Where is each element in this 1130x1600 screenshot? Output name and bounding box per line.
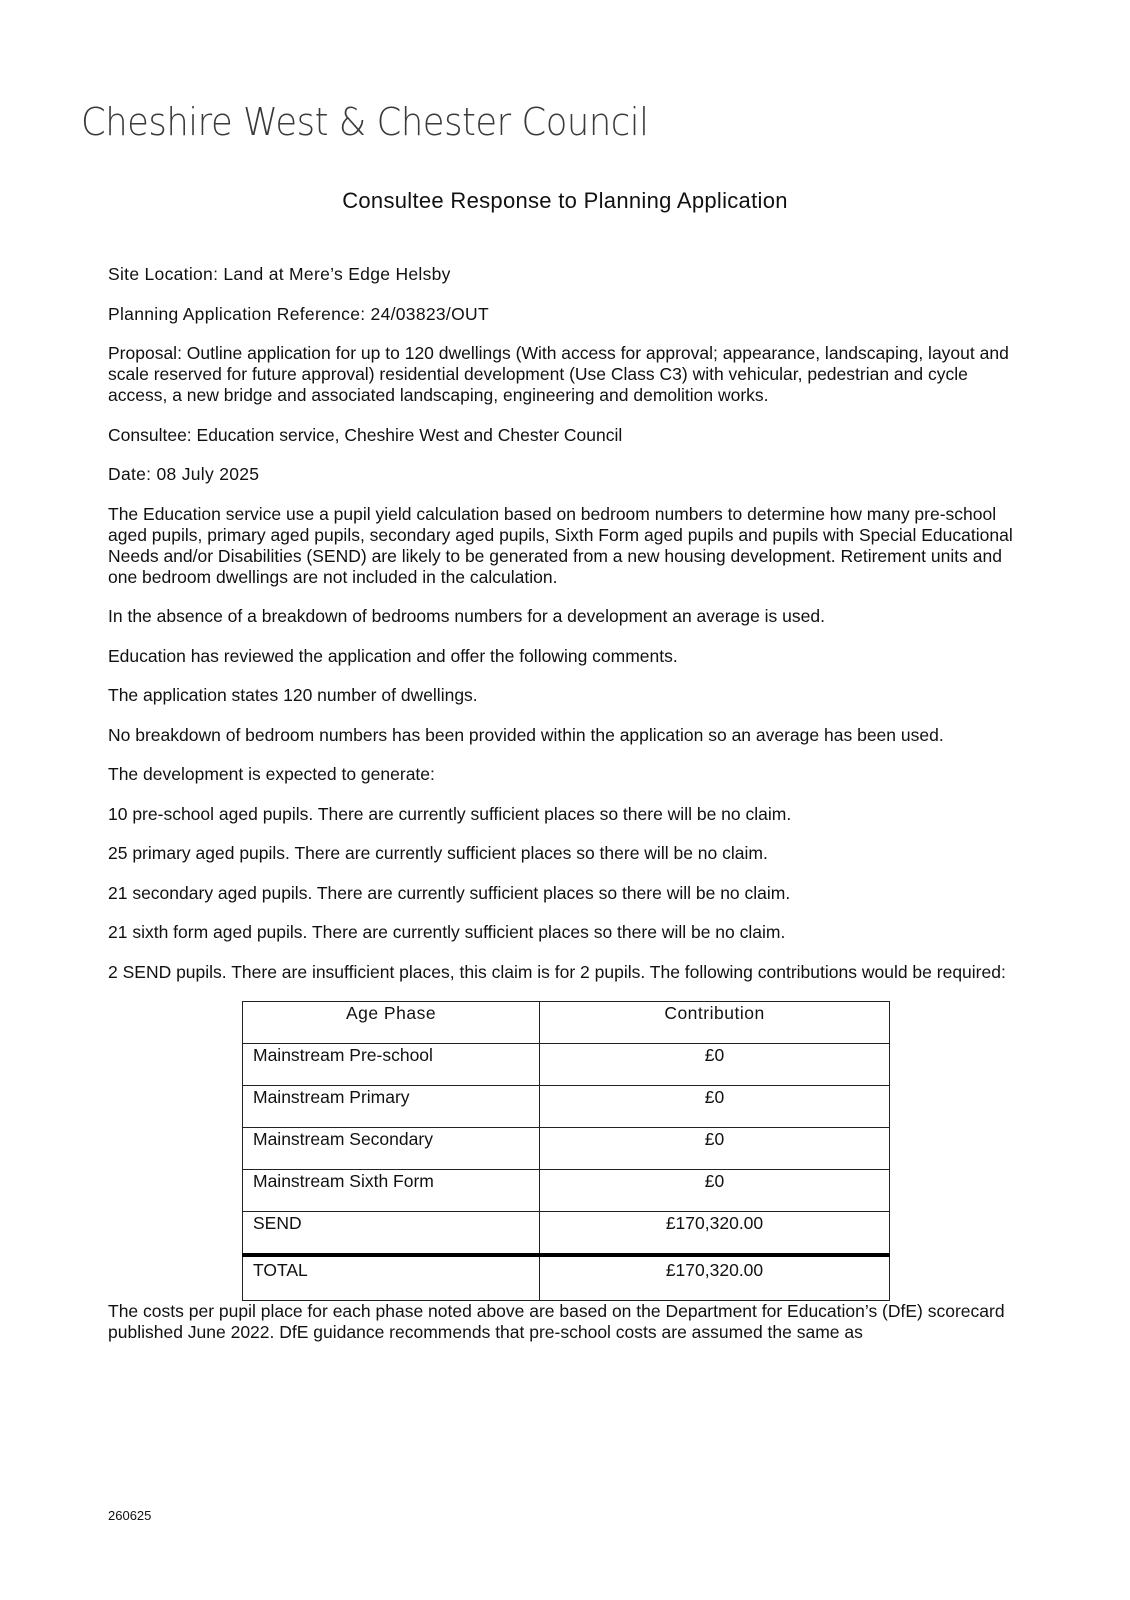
costs-paragraph: The costs per pupil place for each phase noted above are based on the Department for Education’s (DfE) scorecard published June 2022. DfE guidance recommends that pre-school costs are assumed the same as — [108, 1301, 1005, 1342]
site-location: Site Location: Land at Mere’s Edge Helsby — [108, 264, 451, 284]
table-row — [243, 1170, 890, 1212]
average-paragraph: In the absence of a breakdown of bedrooms numbers for a development an average is used. — [108, 606, 825, 626]
council-logo: Cheshire West & Chester Council — [81, 100, 649, 144]
age-phase-cell: Mainstream Secondary — [243, 1128, 540, 1170]
proposal: Proposal: Outline application for up to 120 dwellings (With access for approval; appearance, landscaping, layout and scale reserved for future approval) residential development (Use Class C3) with vehicular, pedestrian and cycle access, a new bridge and associated landscaping, engineering and demolition works. — [108, 343, 1009, 405]
sixth-form-paragraph: 21 sixth form aged pupils. There are currently sufficient places so there will be no claim. — [108, 922, 786, 942]
footer-code: 260625 — [108, 1508, 152, 1523]
contribution-cell: £0 — [540, 1170, 890, 1212]
table-header-row — [243, 1002, 890, 1044]
intro-paragraph: The Education service use a pupil yield calculation based on bedroom numbers to determine how many pre-school aged pupils, primary aged pupils, secondary aged pupils, Sixth Form aged pupils and pupils with Special Educational Needs and/or Disabilities (SEND) are likely to be generated from a new housing development. Retirement units and one bedroom dwellings are not included in the calculation. — [108, 503, 1013, 587]
contribution-cell: £0 — [540, 1128, 890, 1170]
table-total-row — [243, 1255, 890, 1301]
age-phase-cell: SEND — [243, 1212, 540, 1256]
response-date: Date: 08 July 2025 — [108, 464, 260, 484]
reviewed-paragraph: Education has reviewed the application and offer the following comments. — [108, 645, 678, 666]
primary-paragraph: 25 primary aged pupils. There are currently sufficient places so there will be no claim. — [108, 843, 768, 863]
contribution-cell: £0 — [540, 1086, 890, 1128]
expected-paragraph: The development is expected to generate: — [108, 764, 435, 784]
total-label-cell: TOTAL — [243, 1255, 540, 1301]
contributions-table — [242, 1001, 890, 1301]
dwellings-paragraph: The application states 120 number of dwellings. — [108, 685, 478, 705]
send-paragraph: 2 SEND pupils. There are insufficient places, this claim is for 2 pupils. The following contributions would be required: — [108, 961, 1006, 982]
table-row — [243, 1044, 890, 1086]
consultee: Consultee: Education service, Cheshire West and Chester Council — [108, 424, 623, 445]
contribution-cell: £0 — [540, 1044, 890, 1086]
secondary-paragraph: 21 secondary aged pupils. There are currently sufficient places so there will be no claim. — [108, 882, 791, 903]
table-row — [243, 1212, 890, 1256]
age-phase-cell: Mainstream Pre-school — [243, 1044, 540, 1086]
document-body — [108, 264, 1018, 1362]
document-title: Consultee Response to Planning Application — [342, 188, 788, 213]
application-reference: Planning Application Reference: 24/03823/OUT — [108, 303, 489, 324]
no-breakdown-paragraph: No breakdown of bedroom numbers has been provided within the application so an average has been used. — [108, 724, 944, 745]
age-phase-cell: Mainstream Sixth Form — [243, 1170, 540, 1212]
header-contribution: Contribution — [540, 1002, 890, 1044]
table-row — [243, 1128, 890, 1170]
total-amount-cell: £170,320.00 — [540, 1255, 890, 1301]
header-age-phase: Age Phase — [243, 1002, 540, 1044]
contribution-cell: £170,320.00 — [540, 1212, 890, 1256]
preschool-paragraph: 10 pre-school aged pupils. There are currently sufficient places so there will be no claim. — [108, 803, 792, 824]
age-phase-cell: Mainstream Primary — [243, 1086, 540, 1128]
table-row — [243, 1086, 890, 1128]
